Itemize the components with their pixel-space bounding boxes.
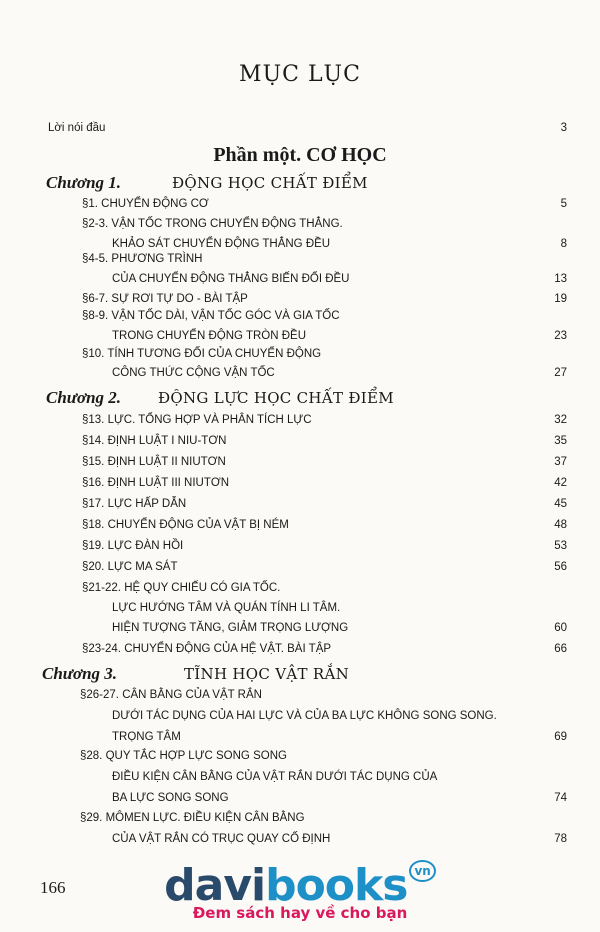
toc-entry: LỰC HƯỚNG TÂM VÀ QUÁN TÍNH LI TÂM. [112,602,341,614]
toc-entry: CÔNG THỨC CỘNG VẬN TỐC [112,367,275,379]
toc-entry: §10. TÍNH TƯƠNG ĐỐI CỦA CHUYỂN ĐỘNG [82,348,322,360]
chapter-1-label: Chương 1. [46,173,122,192]
toc-entry: TRỌNG TÂM [112,731,181,743]
toc-entry: §16. ĐỊNH LUẬT III NIUTƠN [82,477,230,489]
toc-entry: §2-3. VẬN TỐC TRONG CHUYỂN ĐỘNG THẲNG. [82,218,343,230]
chapter-3-label: Chương 3. [42,664,118,683]
toc-entry: §13. LỰC. TỔNG HỢP VÀ PHÂN TÍCH LỰC [82,414,312,426]
toc-entry: §23-24. CHUYỂN ĐỘNG CỦA HỆ VẬT. BÀI TẬP [82,643,332,655]
chapter-1-title: ĐỘNG HỌC CHẤT ĐIỂM [172,174,368,192]
part-heading: Phần một. CƠ HỌC [213,144,387,166]
toc-entry: §18. CHUYỂN ĐỘNG CỦA VẬT BỊ NÉM [82,519,289,531]
toc-page-number: 5 [560,198,567,210]
toc-page-number: 19 [554,293,567,305]
toc-entry: ĐIỀU KIỆN CÂN BẰNG CỦA VẬT RẮN DƯỚI TÁC DỤNG CỦA [112,771,438,783]
logo-text-a: davi [164,860,266,911]
toc-entry: §21-22. HỆ QUY CHIẾU CÓ GIA TỐC. [82,582,281,594]
toc-page-number: 32 [554,414,567,426]
toc-entry: §6-7. SỰ RƠI TỰ DO - BÀI TẬP [82,293,248,305]
toc-entry: §29. MÔMEN LỰC. ĐIỀU KIỆN CÂN BẰNG [80,812,305,824]
chapter-3-title: TĨNH HỌC VẬT RẮN [184,665,350,683]
toc-page-number: 69 [554,731,567,743]
toc-page-number: 78 [554,833,567,845]
logo-tld: vn [409,860,435,882]
toc-entry: CỦA VẬT RẮN CÓ TRỤC QUAY CỐ ĐỊNH [112,833,331,845]
chapter-2-label: Chương 2. [46,388,122,407]
toc-entry: BA LỰC SONG SONG [112,792,229,804]
toc-entry: §15. ĐỊNH LUẬT II NIUTƠN [82,456,226,468]
toc-page-number: 23 [554,330,567,342]
toc-page-number: 13 [554,273,567,285]
toc-page-number: 42 [554,477,567,489]
logo-text-b: books [265,860,408,911]
toc-page-number: 35 [554,435,567,447]
toc-entry: KHẢO SÁT CHUYỂN ĐỘNG THẲNG ĐỀU [112,238,331,250]
toc-page-number: 60 [554,622,567,634]
toc-entry: HIỆN TƯỢNG TĂNG, GIẢM TRỌNG LƯỢNG [112,622,349,634]
chapter-2-title: ĐỘNG LỰC HỌC CHẤT ĐIỂM [158,389,394,407]
toc-entry: §28. QUY TẮC HỢP LỰC SONG SONG [80,750,287,762]
toc-page-number: 56 [554,561,567,573]
toc-page-number: 27 [554,367,567,379]
toc-entry: §1. CHUYỂN ĐỘNG CƠ [82,198,209,210]
toc-page-number: 48 [554,519,567,531]
toc-entry: §17. LỰC HẤP DẪN [82,498,187,510]
toc-entry: DƯỚI TÁC DỤNG CỦA HAI LỰC VÀ CỦA BA LỰC KHÔNG SONG SONG. [112,710,497,722]
toc-entry: §4-5. PHƯƠNG TRÌNH [82,253,203,265]
toc-page-number: 74 [554,792,567,804]
toc-entry: §19. LỰC ĐÀN HỒI [82,540,184,552]
toc-page-number: 45 [554,498,567,510]
preface-page: 3 [560,122,567,134]
toc-entry: §20. LỰC MA SÁT [82,561,178,573]
toc-entry: §26-27. CÂN BẰNG CỦA VẬT RẮN [80,689,262,701]
toc-entry: §8-9. VẬN TỐC DÀI, VẬN TỐC GÓC VÀ GIA TỐC [82,310,340,322]
logo-tagline: Đem sách hay về cho bạn [192,904,408,922]
toc-page-number: 66 [554,643,567,655]
toc-page-number: 37 [554,456,567,468]
page-title: MỤC LỤC [239,62,361,87]
page-number: 166 [40,878,66,897]
toc-entry: TRONG CHUYỂN ĐỘNG TRÒN ĐỀU [112,330,307,342]
toc-entry: CỦA CHUYỂN ĐỘNG THẲNG BIẾN ĐỔI ĐỀU [112,273,350,285]
toc-page-number: 8 [560,238,567,250]
toc-entry: §14. ĐỊNH LUẬT I NIU-TƠN [82,435,227,447]
toc-page-number: 53 [554,540,567,552]
preface-label: Lời nói đầu [48,122,106,134]
